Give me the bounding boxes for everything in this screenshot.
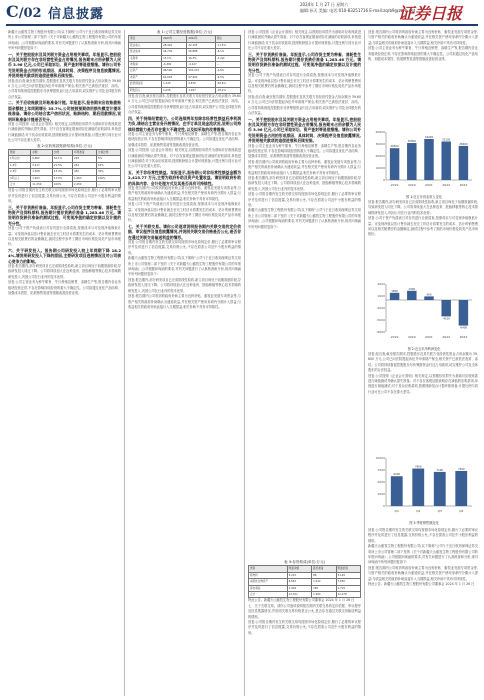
table-cell: 总资产 <box>129 68 162 74</box>
paragraph: 新疆天山畜牧生物工程股份有限公司(以下简称"公司")于近日收到深圳证券交易所上市公司管理二部下发的《关于对新疆天山畜牧生物工程股份有限公司的年报问询函》,公司根据问询函的要求,对有关问题进行了认真核查和分析,现对问询函中所列问题回复如下: <box>128 256 241 277</box>
table-cell: 1,904 <box>287 585 311 591</box>
paragraph: 回复:报告期内,部分研发项目已完成阶段性验收,新立项目尚处于前期准备阶段,导致研发投入同比下降。公司将持续加大在良种选育、胚胎移植等核心技术领域的研发投入,巩固公司在行业内的技术优势。 <box>8 264 121 279</box>
paragraph: 七、关于关联交易。请你公司逐项说明报告期内关联交易的定价依据、审议程序及信息披露情况,并说明关联交易价格是否公允,是否存在通过关联交易输送利益的情形。 <box>248 603 361 619</box>
paragraph: 回复:公司主营业务为种牛繁育、牛只养殖及销售、冻精生产等,报告期内各业务板块经营正常,不存在影响持续经营的重大不确定性。公司拟通过优化产品结构、加强成本管控、拓展销售渠道等措施改善经营业绩。 <box>8 280 121 296</box>
x-tick-label: 2020 <box>407 335 416 339</box>
y-tick-label: 20000 <box>375 154 385 158</box>
table-cell: 32,105 <box>187 42 215 48</box>
table-cell: 8,642 <box>287 579 311 585</box>
table-cell: 26,888 <box>187 49 215 55</box>
table-cell: 96,540 <box>162 68 187 74</box>
table-cell: 100% <box>52 181 72 187</box>
column-header: 余额 <box>31 149 53 155</box>
header-rule <box>6 24 478 26</box>
data-label: 7300 <box>457 467 465 471</box>
column-4-top <box>368 30 478 126</box>
table-cell: 13.1% <box>162 55 187 61</box>
y-tick-label: 1000 <box>377 294 385 298</box>
y-tick-label: -8000 <box>376 330 385 334</box>
paragraph: 回复:经自查,截至报告期末,控股股东及其关联方非经营性资金占用余额为 39,600 万元,公司已向法院提起诉讼并申请财产保全,相关资产已被依法查封、冻结。公司将持续督促控股股东尽快筹措资金归还占用款项,切实维护公司及全体股东的合法权益。 <box>368 352 478 373</box>
data-label: -6400 <box>459 326 468 330</box>
table-cell: 11,250 <box>31 181 53 187</box>
bar <box>424 296 433 300</box>
table-cell: 86 <box>312 572 336 578</box>
paragraph: 回复:报告期内公司收到的政府补助主要为良种补贴、畜牧业发展专项资金等,与资产相关的政府补助确认为递延收益,并在相关资产使用寿命内分期计入损益;与收益相关的政府补助直接计入当期损益,相关补助不具有可持续性。 <box>248 159 361 175</box>
table-cell: 13,761 <box>287 592 311 598</box>
table-cell: 30% <box>97 169 121 175</box>
column-header: 项目 <box>129 36 162 42</box>
table-cell: 101,233 <box>187 68 215 74</box>
table-cell: 5,862 <box>31 156 53 162</box>
paragraph: 回复:公司主营业务为种牛繁育、牛只养殖及销售、冻精生产等,报告期内各业务板块经营正常,不存在影响持续经营的重大不确定性。公司拟通过优化产品结构、加强成本管控、拓展销售渠道等措施改善经营业绩。 <box>128 131 241 147</box>
table-cell: 合计 <box>9 181 31 187</box>
bar <box>407 143 416 180</box>
paragraph: 回复:公司于资产负债表日对存货进行全面清查,按照成本与可变现净值孰低计量。可变现净值以估计售价减去至完工时估计将要发生的成本、估计的销售费用以及相关税费后的金额确定,测试过程中参考了期后市场价格及同类产品市场报价。 <box>368 216 478 237</box>
y-tick-label: 7500 <box>377 468 385 472</box>
column-header: 2022年 <box>187 36 215 42</box>
table-cell: 185 <box>312 585 336 591</box>
column-header: 坏账准备 <box>73 149 97 155</box>
figure-caption: 图 1:近五年营业收入变化 <box>406 195 442 199</box>
section-heading: 二、关于应收账款及坏账准备计提。年报显示,报告期末应收账款账面余额较上年同期增长 35.7%,公司按照预期信用损失模型计提坏账准备。请你公司结合客户信用状况、账龄结构、期后回款情况,说明坏账准备计提是否充分。 <box>8 100 121 122</box>
paragraph: 回复:公司于资产负债表日对存货进行全面清查,按照成本与可变现净值孰低计量。可变现净值以估计售价减去至完工时估计将要发生的成本、估计的销售费用以及相关税费后的金额确定,测试过程中参考了期后市场价格及同类产品市场报价。 <box>248 73 361 94</box>
table-cell: 452 <box>73 169 97 175</box>
bar <box>459 146 468 180</box>
data-label: 32100 <box>442 138 451 142</box>
table-row <box>249 592 361 598</box>
date-line: 2024年 1 月 27 日 星期六 <box>300 2 349 7</box>
data-label: 2300 <box>408 287 416 291</box>
table-cell: 毛利率 <box>129 55 162 61</box>
table-row <box>9 181 121 187</box>
table-cell: 1,245 <box>162 81 187 87</box>
data-label: 7800 <box>414 465 422 469</box>
column-2 <box>128 30 241 696</box>
table-cell: 67,402 <box>187 74 215 80</box>
bar <box>412 469 424 506</box>
page-header <box>0 0 484 26</box>
section-heading: 六、关于研发投入。报告期公司研发投入较上年同期下降 18.24%,请说明研发投入下降的原因,主要研发项目进展情况及对公司核心竞争力的影响。 <box>8 247 121 264</box>
paragraph: 回复:报告期内,部分研发项目已完成阶段性验收,新立项目尚处于前期准备阶段,导致研发投入同比下降。公司将持续加大在良种选育、胚胎移植等核心技术领域的研发投入,巩固公司在行业内的技术优势。 <box>368 200 478 215</box>
table-cell: -9.5% <box>215 74 240 80</box>
y-tick-label: 0 <box>383 178 385 182</box>
paragraph: 回复:经自查,截至报告期末,控股股东及其关联方非经营性资金占用余额为 39,600 万元,公司已向法院提起诉讼并申请财产保全,相关资产已被依法查封、冻结。公司将持续督促控股股东尽快筹措资金归还占用款项,切实维护公司及全体股东的合法权益。 <box>248 94 361 116</box>
bar <box>390 148 399 180</box>
column-header: 账面价值 <box>336 566 360 572</box>
figure-caption: 图 2:近五年净利润变化 <box>407 347 441 351</box>
paragraph: 回复:报告期内,部分研发项目已完成阶段性验收,新立项目尚处于前期准备阶段,导致研发投入同比下降。公司将持续加大在良种选育、胚胎移植等核心技术领域的研发投入,巩固公司在行业内的技术优势。 <box>248 175 361 191</box>
paragraph: 回复:公司于资产负债表日对存货进行全面清查,按照成本与可变现净值孰低计量。可变现净值以估计售价减去至完工时估计将要发生的成本、估计的销售费用以及相关税费后的金额确定,测试过程中参考了期后市场价格及同类产品市场报价。 <box>8 226 121 247</box>
paragraph: 回复:经自查,截至报告期末,控股股东及其关联方非经营性资金占用余额为 39,600 万元,公司已向法院提起诉讼并申请财产保全,相关资产已被依法查封、冻结。公司将持续督促控股股东尽快筹措资金归还占用款项,切实维护公司及全体股东的合法权益。 <box>8 78 121 99</box>
table-cell: 1年以内 <box>9 156 31 162</box>
column-header: 比例 <box>52 149 72 155</box>
paragraph: 回复:公司报告期内发生的关联交易均按照市场化原则定价,履行了必要的审议程序并及时进行了信息披露,交易价格公允,不存在损害公司及中小股东利益的情形。 <box>248 620 361 635</box>
x-tick-label: 2022 <box>442 335 451 339</box>
table-cell: -18.2% <box>215 87 240 93</box>
table-cell: 1,719 <box>336 585 360 591</box>
y-tick-label: 4000 <box>377 282 385 286</box>
table-cell: 1-2年 <box>9 162 31 168</box>
y-tick-label: 5000 <box>377 480 385 484</box>
paragraph: 回复:经自查,截至报告期末,控股股东及其关联方非经营性资金占用余额为 39,600 万元,公司已向法院提起诉讼并申请财产保全,相关资产已被依法查封、冻结。公司将持续督促控股股东尽快筹措资金归还占用款项,切实维护公司及全体股东的合法权益。 <box>128 94 241 115</box>
table-cell: 3,215 <box>287 572 311 578</box>
section-heading: 一、关于控股股东及其关联方资金占用相关事项。年报显示,控股股东及其关联方存在非经营性资金占用情况,报告期末占用余额为人民币 3.96 亿元,公司已采取诉讼、资产查封等追偿措施。请你公司补充说明资金占用的形成原因、具体时间、决策程序及信息披露情况,并说明相关款项的追偿进展和后续安排。 <box>248 116 361 144</box>
column-divider <box>364 30 365 696</box>
table-title: 表 1:公司主要经营数据(单位:万元) <box>156 30 213 34</box>
table-cell: 消耗性生物资产 <box>249 579 288 585</box>
column-header: 2023年 <box>162 36 187 42</box>
paragraph: 回复:公司按照《企业会计准则》相关规定,以预期信用损失为基础对应收账款进行减值测试并确认损失准备。对于存在客观证据表明存在减值的应收款项,单独进行减值测试;对于其余应收款项,按照账龄组合计提坏账准备,计提比例与同行业可比公司不存在重大差异。 <box>248 30 361 51</box>
table-cell: 1,508 <box>31 169 53 175</box>
data-label: 34200 <box>424 135 434 139</box>
paragraph: 新疆天山畜牧生物工程股份有限公司(以下简称"公司")于近日收到深圳证券交易所上市公司管理二部下发的《关于对新疆天山畜牧生物工程股份有限公司的年报问询函》,公司根据问询函的要求,对有关问题进行了认真核查和分析,现对问询函中所列问题回复如下: <box>248 208 361 229</box>
x-tick-label: 2021 <box>425 183 433 187</box>
y-tick-label: 10000 <box>375 166 385 170</box>
table-cell: 2,870 <box>187 81 215 87</box>
data-label: 1800 <box>391 289 398 293</box>
section-heading: 三、关于存货跌价准备。年报显示,公司存货主要为种畜、消耗性生物资产及饲料原料,报告期计提存货跌价准备 1,283.46 万元。请说明存货跌价准备的测试过程、可变现净值的确定依据以及计提的充分性。 <box>8 204 121 226</box>
table-cell: 1,463 <box>31 175 53 181</box>
paragraph: 特此公告。新疆天山畜牧生物工程股份有限公司董事会 2024 年 1 月 26 日 <box>248 598 355 603</box>
x-tick-label: Q1 <box>394 509 399 513</box>
x-tick-label: 2023 <box>459 183 468 187</box>
y-tick-label: 2500 <box>377 492 385 496</box>
table-cell: 24,702 <box>162 49 187 55</box>
paragraph: 回复:报告期内公司收到的政府补助主要为良种补贴、畜牧业发展专项资金等,与资产相关的政府补助确认为递延收益,并在相关资产使用寿命内分期计入损益;与收益相关的政府补助直接计入当期损益,相关补助不具有可持续性。 <box>368 565 478 581</box>
paragraph: 回复:公司报告期内发生的关联交易均按照市场化原则定价,履行了必要的审议程序并及时进行了信息披露,交易价格公允,不存在损害公司及中小股东利益的情形。 <box>368 528 478 543</box>
table-cell: 2-3年 <box>9 169 31 175</box>
y-tick-label: 30000 <box>375 142 385 146</box>
table-cell: 2,450 <box>73 181 97 187</box>
table-cell: 2,417 <box>31 162 53 168</box>
column-4-bottom <box>368 528 478 696</box>
column-header: 账龄 <box>9 149 31 155</box>
aging-table <box>8 149 121 188</box>
paragraph: 回复:公司报告期内发生的关联交易均按照市场化原则定价,履行了必要的审议程序并及时进行了信息披露,交易价格公允,不存在损害公司及中小股东利益的情形。 <box>8 188 121 204</box>
data-label: 26500 <box>390 145 399 149</box>
table-cell: 原材料 <box>249 572 288 578</box>
y-tick-label: 0 <box>383 504 385 508</box>
table-cell: 7,630 <box>336 579 360 585</box>
paragraph: 回复:报告期内公司收到的政府补助主要为良种补贴、畜牧业发展专项资金等,与资产相关的政府补助确认为递延收益,并在相关资产使用寿命内分期计入损益;与收益相关的政府补助直接计入当期损益,相关补助不具有可持续性。 <box>368 30 478 45</box>
data-label: 28400 <box>459 142 468 146</box>
paragraph: 新疆天山畜牧生物工程股份有限公司(以下简称"公司")于近日收到深圳证券交易所上市公司管理二部下发的《关于对新疆天山畜牧生物工程股份有限公司的年报问询函》,公司根据问询函的要求,对有关问题进行了认真核查和分析,现对问询函中所列问题回复如下: <box>368 544 478 565</box>
bar <box>434 472 446 506</box>
chart-1 <box>372 128 476 198</box>
paragraph: 回复:公司报告期内发生的关联交易均按照市场化原则定价,履行了必要的审议程序并及时进行了信息披露,交易价格公允,不存在损害公司及中小股东利益的情形。 <box>128 240 241 255</box>
paragraph: 回复:公司报告期内发生的关联交易均按照市场化原则定价,履行了必要的审议程序并及时进行了信息披露,交易价格公允,不存在损害公司及中小股东利益的情形。 <box>248 192 361 207</box>
inventory-table <box>248 565 361 598</box>
table-row <box>129 87 241 93</box>
table-cell: 经营现金流 <box>129 81 162 87</box>
x-tick-label: 2022 <box>442 183 451 187</box>
x-tick-label: Q4 <box>459 509 464 513</box>
column-divider <box>244 30 245 696</box>
y-tick-label: 10000 <box>375 456 385 460</box>
table-title: 表 2:应收账款账龄结构(单位:万元) <box>36 143 93 148</box>
paragraph: 特此公告。新疆天山畜牧生物工程股份有限公司董事会 2024 年 1 月 26 日 <box>368 582 475 587</box>
table-cell: 10% <box>97 162 121 168</box>
column-header: 账面余额 <box>287 566 311 572</box>
data-label: 30800 <box>407 140 416 144</box>
table-cell: 12,478 <box>336 592 360 598</box>
table-cell: 52.1% <box>52 156 72 162</box>
column-header: 同比 <box>215 36 240 42</box>
table-cell: -4.6% <box>215 68 240 74</box>
paragraph: 回复:报告期内公司收到的政府补助主要为良种补贴、畜牧业发展专项资金等,与资产相关的政府补助确认为递延收益,并在相关资产使用寿命内分期计入损益;与收益相关的政府补助直接计入当期损益,相关补助不具有可持续性。 <box>128 185 241 201</box>
paragraph: 回复:公司按照《企业会计准则》相关规定,以预期信用损失为基础对应收账款进行减值测试并确认损失准备。对于存在客观证据表明存在减值的应收款项,单独进行减值测试;对于其余应收款项,按照账龄组合计提坏账准备,计提比例与同行业可比公司不存在重大差异。 <box>368 373 478 394</box>
section-heading: 五、关于非经常性损益。年报显示,报告期公司非经常性损益金额为 2,415.77 万元,主要为政府补助及资产处置收益。请说明政府补助的具体内容、会计处理方式及其是否具有可持续性。 <box>128 169 241 186</box>
table-cell: 营业收入 <box>129 42 162 48</box>
bar <box>441 141 450 180</box>
column-divider <box>124 30 125 696</box>
data-label: -4100 <box>442 317 450 321</box>
y-tick-label: -5000 <box>376 318 385 322</box>
table-cell: 242 <box>73 162 97 168</box>
table-cell: 营业成本 <box>129 49 162 55</box>
chart-2-svg <box>372 280 476 342</box>
column-header: 跌价准备 <box>312 566 336 572</box>
bar <box>459 300 468 326</box>
table-cell: 1,012 <box>312 579 336 585</box>
x-tick-label: 2021 <box>425 335 433 339</box>
table-cell: 5% <box>97 156 121 162</box>
x-tick-label: Q3 <box>437 509 442 513</box>
y-tick-label: 40000 <box>375 130 385 134</box>
paragraph: 回复:公司按照《企业会计准则》相关规定,以预期信用损失为基础对应收账款进行减值测试并确认损失准备。对于存在客观证据表明存在减值的应收款项,单独进行减值测试;对于其余应收款项,按照账龄组合计提坏账准备,计提比例与同行业可比公司不存在重大差异。 <box>128 148 241 169</box>
x-tick-label: 2020 <box>407 183 416 187</box>
table-cell: -6,382 <box>162 62 187 68</box>
table-cell: 13.4% <box>52 169 72 175</box>
table-cell: 1,463 <box>73 175 97 181</box>
bar <box>424 139 433 180</box>
column-3-bottom <box>248 560 361 696</box>
data-label: 7100 <box>436 468 444 472</box>
section-heading: 一、关于控股股东及其关联方资金占用相关事项。年报显示,控股股东及其关联方存在非经营性资金占用情况,报告期末占用余额为人民币 3.96 亿元,公司已采取诉讼、资产查封等追偿措施。请你公司补充说明资金占用的形成原因、具体时间、决策程序及信息披露情况,并说明相关款项的追偿进展和后续安排。 <box>8 51 121 79</box>
table-cell: 21.5% <box>52 162 72 168</box>
table-cell: 100% <box>97 175 121 181</box>
bar <box>455 471 467 506</box>
section-heading: 三、关于存货跌价准备。年报显示,公司存货主要为种畜、消耗性生物资产及饲料原料,报告期计提存货跌价准备 1,283.46 万元。请说明存货跌价准备的测试过程、可变现净值的确定依据以及计提的充分性。 <box>248 51 361 73</box>
paragraph: 回复:公司于资产负债表日对存货进行全面清查,按照成本与可变现净值孰低计量。可变现净值以估计售价减去至完工时估计将要发生的成本、估计的销售费用以及相关税费后的金额确定,测试过程中参考了期后市场价格及同类产品市场报价。 <box>128 202 241 223</box>
table-cell: 1,283 <box>312 592 336 598</box>
newspaper-logo: 证券日报 <box>398 4 463 23</box>
bar <box>441 300 450 316</box>
x-tick-label: Q2 <box>416 509 421 513</box>
page-code: C/02 <box>6 2 42 21</box>
column-4-mid <box>368 200 478 278</box>
paragraph: 新疆天山畜牧生物工程股份有限公司(以下简称"公司")于近日收到深圳证券交易所上市公司管理二部下发的《关于对新疆天山畜牧生物工程股份有限公司的年报问询函》,公司根据问询函的要求,对有关问题进行了认真核查和分析,现对问询函中所列问题回复如下: <box>8 30 121 51</box>
x-tick-label: 2019 <box>390 335 399 339</box>
table-cell: -56.6% <box>215 81 240 87</box>
column-4-lower <box>368 352 478 452</box>
table-cell: 净利润 <box>129 62 162 68</box>
section-heading: 四、关于持续经营能力。公司连续两年扣除非经常性损益后净利润为负,请结合主营业务开展情况、在手订单及现金流状况,说明公司持续经营能力是否存在重大不确定性,以及拟采取的改善措施。 <box>128 115 241 132</box>
column-1 <box>8 30 121 696</box>
table-cell: -8.1% <box>215 49 240 55</box>
table-cell: 293 <box>73 156 97 162</box>
table-cell: 库存商品 <box>249 585 288 591</box>
y-tick-label: -2000 <box>376 306 385 310</box>
main-data-table <box>128 35 241 94</box>
column-header: 类别 <box>249 566 288 572</box>
table-cell: 61,018 <box>162 74 187 80</box>
table-cell: 净资产 <box>129 74 162 80</box>
chart-2 <box>372 280 476 350</box>
table-cell: 28,416 <box>162 42 187 48</box>
table-cell: — <box>215 62 240 68</box>
bar <box>407 291 416 300</box>
table-cell: -4,127 <box>187 62 215 68</box>
x-tick-label: 2019 <box>390 183 399 187</box>
table-cell: — <box>97 181 121 187</box>
x-tick-label: 2023 <box>459 335 468 339</box>
figure-caption: 图 3:季度销售额变化 <box>409 521 439 525</box>
table-cell: 1,036 <box>162 87 187 93</box>
bar <box>391 476 403 506</box>
table-cell: 研发投入 <box>129 87 162 93</box>
table-cell: -3.2pt <box>215 55 240 61</box>
editor-line: 编辑:孙天 美编: 电话:010-83251716 E-mail:zqrb9@zqrb.net <box>300 8 416 13</box>
table-cell: 3年以上 <box>9 175 31 181</box>
chart-3 <box>372 454 476 524</box>
bar <box>390 293 399 300</box>
column-title: 信息披露 <box>48 7 105 22</box>
column-header: 计提比例 <box>97 149 121 155</box>
chart-1-svg <box>372 128 476 190</box>
table-cell: 合计 <box>249 592 288 598</box>
table-cell: 16.3% <box>187 55 215 61</box>
paragraph: 回复:公司主营业务为种牛繁育、牛只养殖及销售、冻精生产等,报告期内各业务板块经营正常,不存在影响持续经营的重大不确定性。公司拟通过优化产品结构、加强成本管控、拓展销售渠道等措施改善经营业绩。 <box>248 143 361 159</box>
paragraph: 回复:公司按照《企业会计准则》相关规定,以预期信用损失为基础对应收账款进行减值测试并确认损失准备。对于存在客观证据表明存在减值的应收款项,单独进行减值测试;对于其余应收款项,按照账龄组合计提坏账准备,计提比例与同行业可比公司不存在重大差异。 <box>8 121 121 143</box>
table-cell: 1,267 <box>187 87 215 93</box>
paragraph: 回复:报告期内,部分研发项目已完成阶段性验收,新立项目尚处于前期准备阶段,导致研发投入同比下降。公司将持续加大在良种选育、胚胎移植等核心技术领域的研发投入,巩固公司在行业内的技术优势。 <box>128 277 241 293</box>
table-cell: 3,129 <box>336 572 360 578</box>
data-label: 900 <box>426 293 432 297</box>
section-heading: 七、关于关联交易。请你公司逐项说明报告期内关联交易的定价依据、审议程序及信息披露情况,并说明关联交易价格是否公允,是否存在通过关联交易输送利益的情形。 <box>128 223 241 240</box>
table-title: 表 3:存货构成(单位:万元) <box>284 560 325 564</box>
data-label: 6200 <box>393 473 401 477</box>
table-cell: 13.0% <box>52 175 72 181</box>
paragraph: 回复:公司主营业务为种牛繁育、牛只养殖及销售、冻精生产等,报告期内各业务板块经营正常,不存在影响持续经营的重大不确定性。公司拟通过优化产品结构、加强成本管控、拓展销售渠道等措施改善经营业绩。 <box>368 46 478 62</box>
paragraph: 回复:报告期内公司收到的政府补助主要为良种补贴、畜牧业发展专项资金等,与资产相关的政府补助确认为递延收益,并在相关资产使用寿命内分期计入损益;与收益相关的政府补助直接计入当期损益,相关补助不具有可持续性。 <box>128 294 241 309</box>
table-cell: -11.5% <box>215 42 240 48</box>
chart-3-svg <box>372 454 476 516</box>
